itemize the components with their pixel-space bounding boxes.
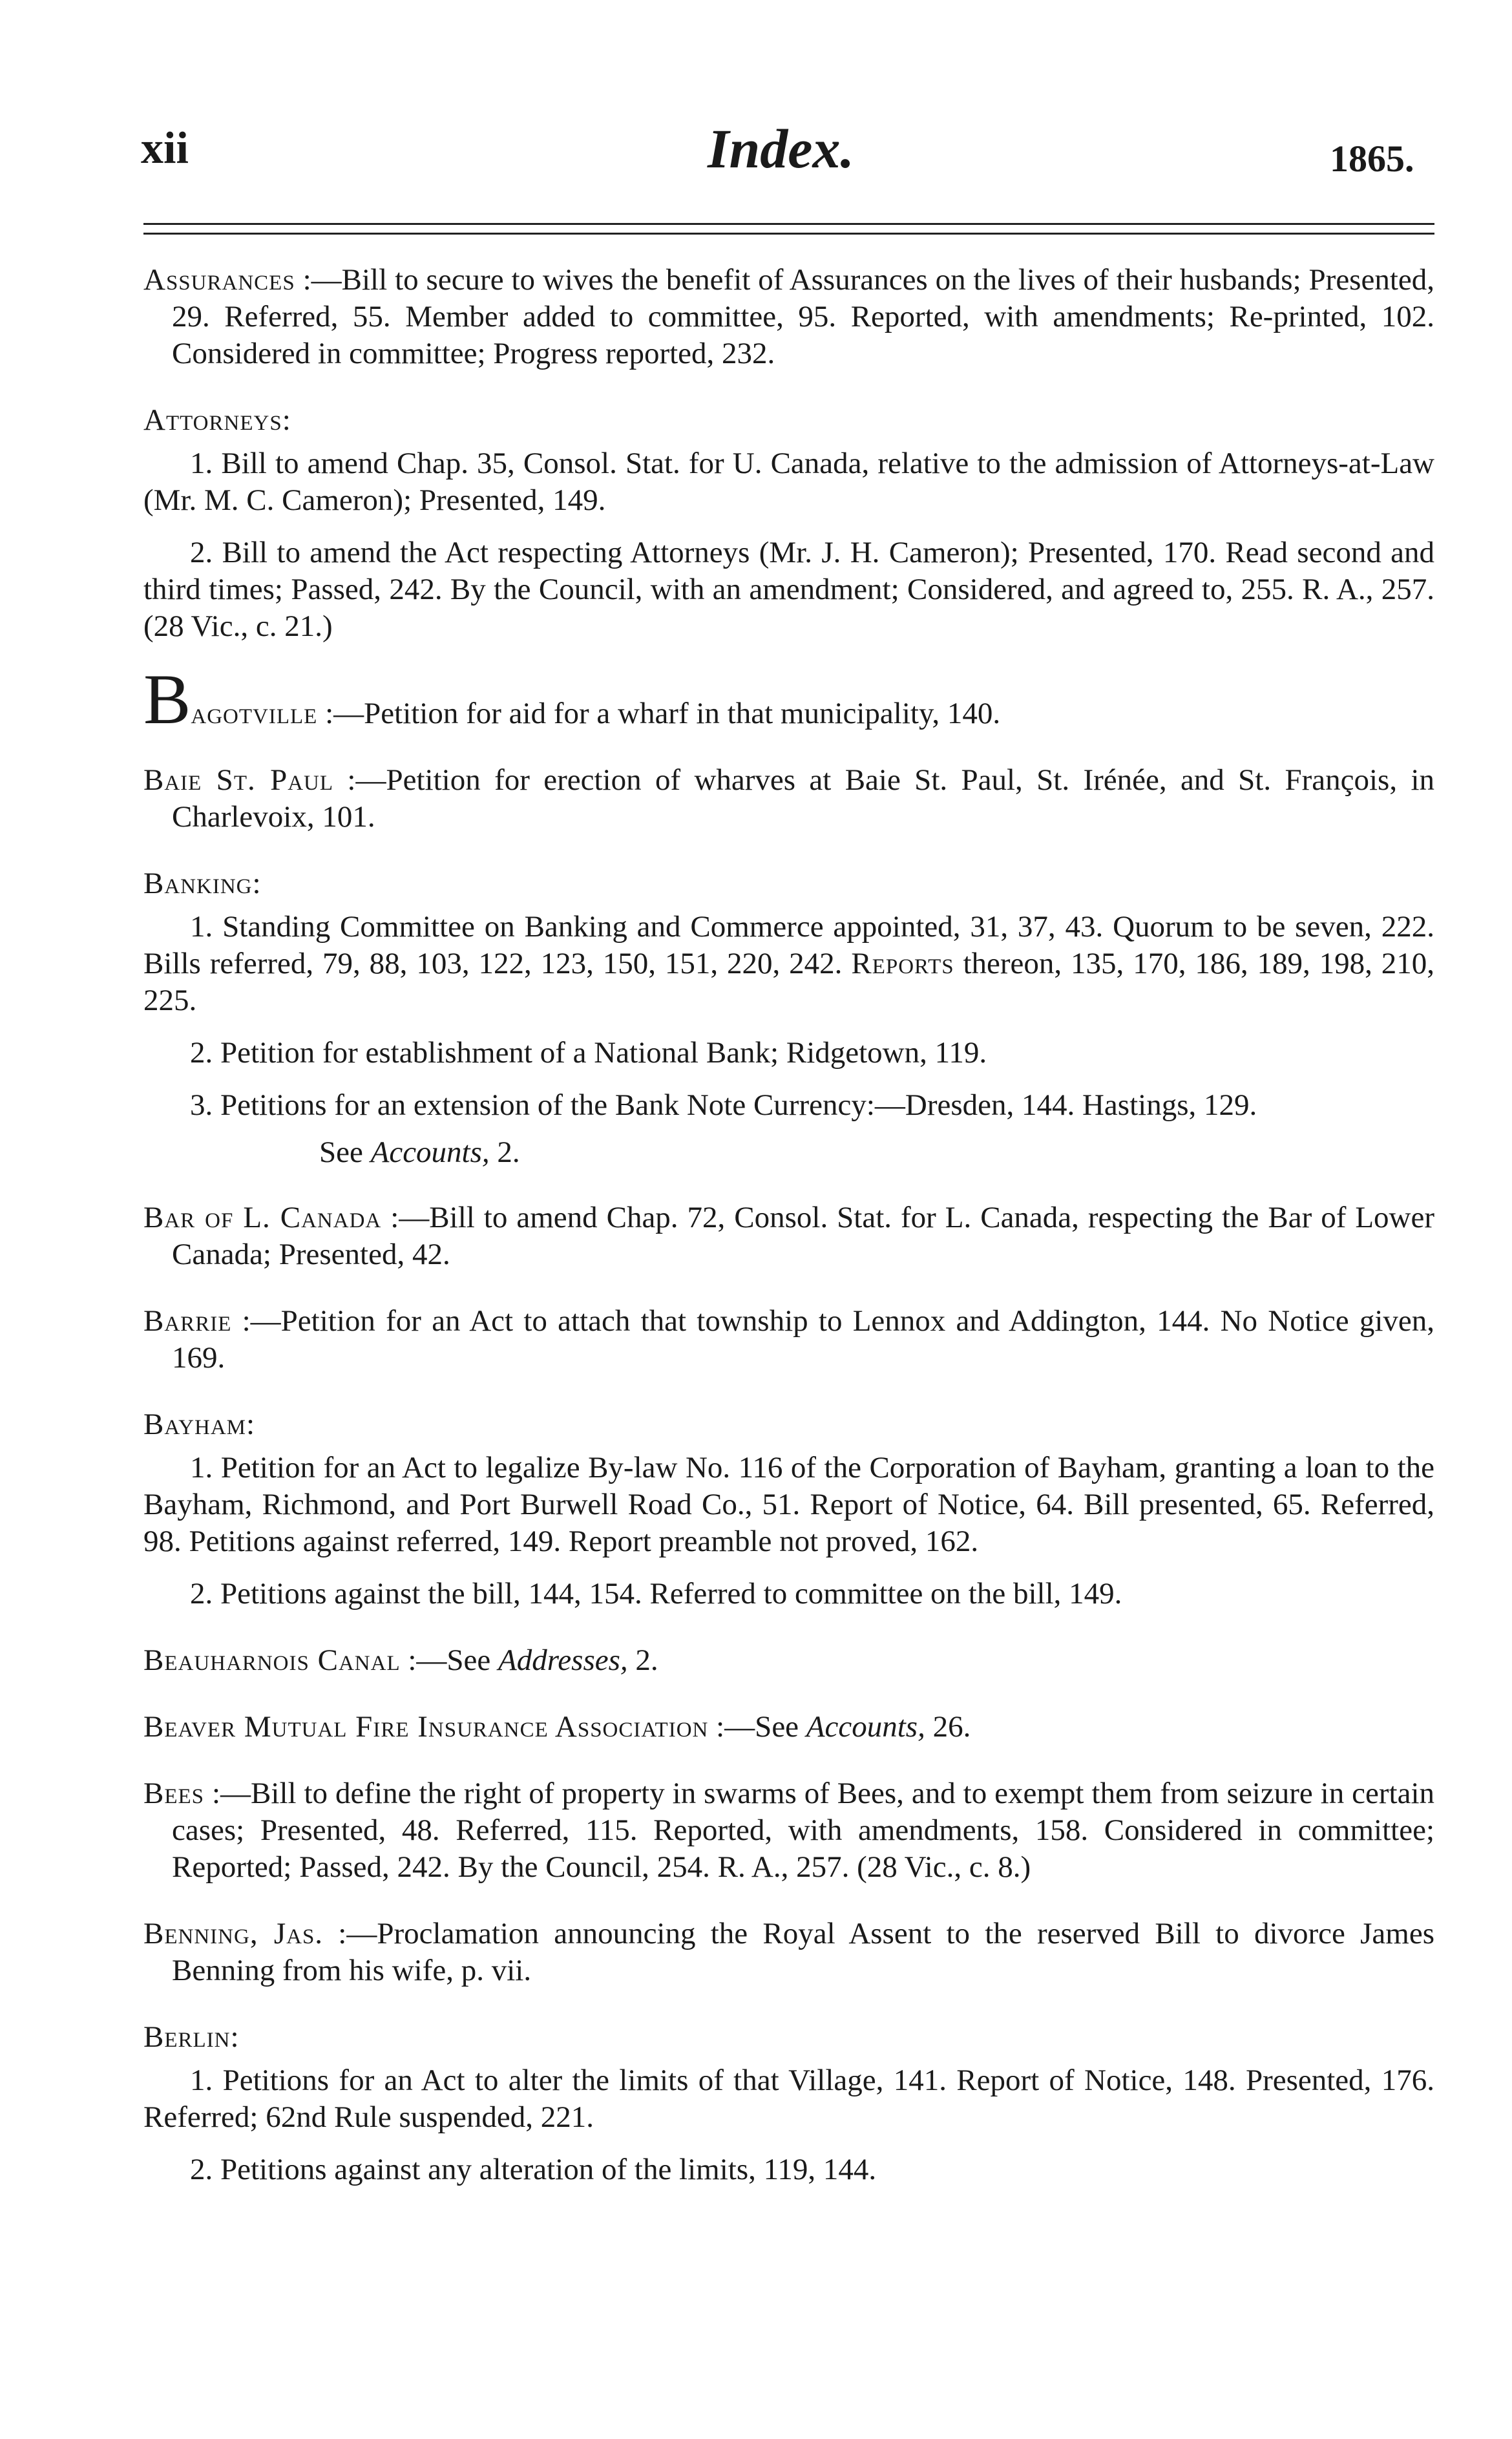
entry-heading: Beauharnois Canal bbox=[143, 1643, 401, 1677]
entry-heading: Benning, Jas. bbox=[143, 1917, 324, 1950]
entry-barrie bbox=[143, 1303, 1434, 1377]
subentry-1 bbox=[143, 909, 1434, 1019]
entry-heading: Bar of L. Canada bbox=[143, 1201, 382, 1234]
page-numeral: xii bbox=[141, 123, 189, 173]
entry-text: :—Bill to secure to wives the benefit of Assurances on the lives of their husbands; Presented, 29. Referred, 55. Member added to committee, 95. Reported, with amendments; Re-printed, 102. Considered in committee; Progress reported, 232. bbox=[172, 263, 1434, 370]
heading-colon: : bbox=[246, 1408, 255, 1441]
subentry-2: 2. Petitions against the bill, 144, 154. Referred to committee on the bill, 149. bbox=[190, 1577, 1122, 1610]
entry-attorneys bbox=[143, 402, 1434, 645]
see-prefix: :—See bbox=[716, 1710, 799, 1744]
entry-text: :—Petition for aid for a wharf in that municipality, 140. bbox=[325, 697, 1001, 730]
heading-colon: : bbox=[230, 2020, 239, 2054]
entry-text: :—Proclamation announcing the Royal Assent to the reserved Bill to divorce James Benning from his wife, p. vii. bbox=[172, 1917, 1434, 1987]
entry-banking bbox=[143, 865, 1434, 1171]
subentry-2: 2. Bill to amend the Act respecting Attorneys (Mr. J. H. Cameron); Presented, 170. Read second and third times; Passed, 242. By the Council, with an amendment; Considered, and agreed to, 255. R. A., 257. (28 Vic., c. 21.) bbox=[143, 536, 1434, 643]
entry-text: :—Petition for erection of wharves at Baie St. Paul, St. Irénée, and St. François, in Charlevoix, 101. bbox=[172, 763, 1435, 834]
entry-text: :—Bill to define the right of property in swarms of Bees, and to exempt them from seizure in certain cases; Presented, 48. Referred, 115. Reported, with amendments, 158. Considered in committee; Reported; Passed, 242. By the Council, 254. R. A., 257. (28 Vic., c. 8.) bbox=[172, 1777, 1435, 1884]
entry-heading: Assurances bbox=[143, 263, 295, 297]
entry-text: :—Bill to amend Chap. 72, Consol. Stat. for L. Canada, respecting the Bar of Lower Canada; Presented, 42. bbox=[172, 1201, 1435, 1271]
subentry-3: 3. Petitions for an extension of the Bank Note Currency:—Dresden, 144. Hastings, 129. bbox=[190, 1088, 1257, 1122]
entry-heading: Attorneys bbox=[143, 403, 282, 437]
heading-colon: : bbox=[252, 867, 261, 900]
see-number: 26. bbox=[932, 1710, 971, 1744]
see-reference: Accounts, bbox=[370, 1135, 490, 1169]
entry-text: :—Petition for an Act to attach that township to Lennox and Addington, 144. No Notice given, 169. bbox=[172, 1304, 1434, 1375]
entry-bayham bbox=[143, 1406, 1434, 1612]
entry-heading: Baie St. Paul bbox=[143, 763, 334, 797]
index-content bbox=[143, 262, 1434, 2204]
see-also bbox=[143, 1134, 1434, 1171]
see-reference: Addresses, bbox=[498, 1643, 628, 1677]
subentry-text: 1. Standing Committee on Banking and Commerce appointed, 31, 37, 43. Quorum to be seven, 222. Bills referred, 79, 88, 103, 122, 123, 150, 151, 220, 242. bbox=[143, 910, 1434, 980]
section-initial: B bbox=[143, 660, 191, 739]
entry-berlin bbox=[143, 2019, 1434, 2188]
see-number: 2. bbox=[635, 1643, 658, 1677]
page-year: 1865. bbox=[1330, 138, 1414, 180]
entry-heading: Banking bbox=[143, 867, 253, 900]
entry-heading: Bees bbox=[143, 1777, 205, 1810]
entry-baie-st-paul bbox=[143, 762, 1434, 836]
see-reference: Accounts, bbox=[806, 1710, 925, 1744]
subentry-1: 1. Bill to amend Chap. 35, Consol. Stat. for U. Canada, relative to the admission of Attorneys-at-Law (Mr. M. C. Cameron); Presented, 149. bbox=[143, 447, 1434, 517]
header-rule-top bbox=[143, 223, 1434, 225]
entry-beauharnois-canal bbox=[143, 1642, 1434, 1679]
entry-heading: Beaver Mutual Fire Insurance Association bbox=[143, 1710, 709, 1744]
see-number: 2. bbox=[497, 1135, 520, 1169]
reports-label: Reports bbox=[851, 947, 954, 980]
subentry-1: 1. Petition for an Act to legalize By-law No. 116 of the Corporation of Bayham, granting a loan to the Bayham, Richmond, and Port Burwell Road Co., 51. Report of Notice, 64. Bill presented, 65. Referred, 98. Petitions against referred, 149. Report preamble not proved, 162. bbox=[143, 1451, 1434, 1558]
see-prefix: See bbox=[319, 1135, 363, 1169]
entry-heading: Berlin bbox=[143, 2020, 231, 2054]
entry-bees bbox=[143, 1775, 1434, 1886]
entry-bagotville bbox=[143, 660, 1434, 739]
entry-bar-of-l-canada bbox=[143, 1199, 1434, 1273]
subentry-1: 1. Petitions for an Act to alter the limits of that Village, 141. Report of Notice, 148. Presented, 176. Referred; 62nd Rule suspended, 221. bbox=[143, 2064, 1434, 2134]
page-title: Index. bbox=[708, 118, 854, 180]
heading-colon: : bbox=[282, 403, 291, 437]
entry-heading: Bayham bbox=[143, 1408, 246, 1441]
subentry-2: 2. Petitions against any alteration of the limits, 119, 144. bbox=[190, 2153, 877, 2186]
header-rule-bottom bbox=[143, 233, 1434, 235]
entry-beaver-mutual bbox=[143, 1709, 1434, 1746]
entry-heading: Barrie bbox=[143, 1304, 232, 1338]
subentry-2: 2. Petition for establishment of a National Bank; Ridgetown, 119. bbox=[190, 1036, 987, 1070]
entry-assurances bbox=[143, 262, 1434, 372]
subentry-text-cont: thereon, 135, 170, 186, 189, 198, 210, 225. bbox=[143, 947, 1435, 1017]
entry-benning bbox=[143, 1916, 1434, 1989]
see-prefix: :—See bbox=[408, 1643, 491, 1677]
entry-heading: agotville bbox=[191, 697, 318, 730]
